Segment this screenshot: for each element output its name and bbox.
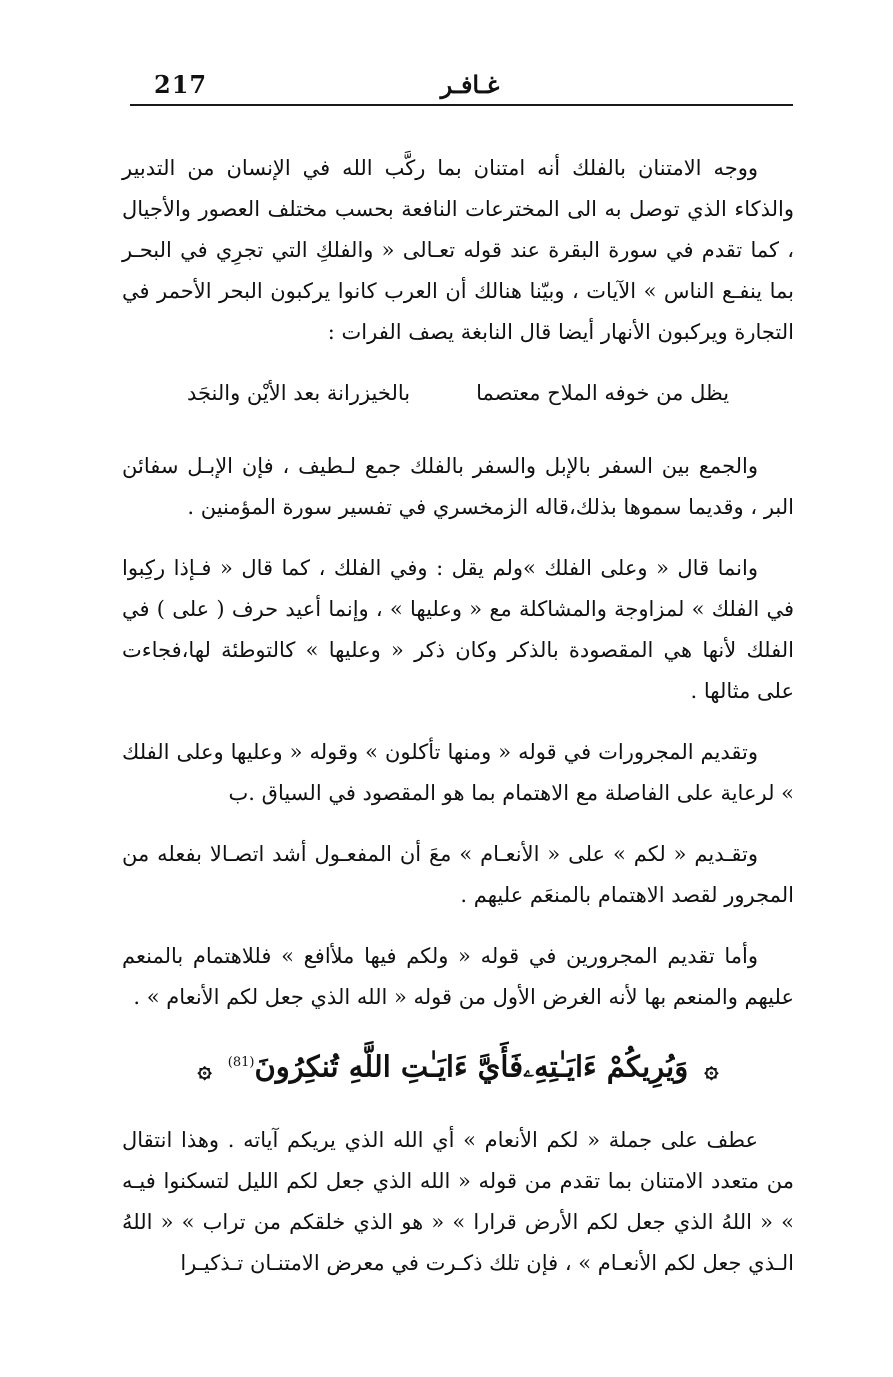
paragraph: والجمع بين السفر بالإبل والسفر بالفلك جمع لـطيف ، فإن الإبـل سفائن البر ، وقديما سموها بذلك،قاله الزمخسري في تفسير سورة المؤمنين . xyxy=(122,454,794,519)
verse-ornament-icon: ۞ xyxy=(197,1053,212,1083)
quran-verse-text: وَيُرِيكُمْ ءَايَـٰتِهِۦفَأَيَّ ءَايَـٰتِ اللَّهِ تُنكِرُونَ xyxy=(254,1049,689,1084)
surah-name: غـافـر xyxy=(440,70,500,99)
footnote-marker: (81) xyxy=(227,1055,255,1070)
paragraph: وأما تقديم المجرورين في قوله « ولكم فيها ملأافع » فللاهتمام بالمنعم عليهم والمنعم بها لأنه الغرض الأول من قوله « الله الذي جعل لكم الأنعام » . xyxy=(122,944,794,1009)
paragraph: ووجه الامتنان بالفلك أنه امتنان بما ركَّب الله في الإنسان من التدبير والذكاء الذي توصل به الى المخترعات النافعة بحسب مختلف العصور والأجيال ، كما تقدم في سورة البقرة عند قوله تعـالى « والفلكِ التي تجرِي في البحـر بما ينفـع الناس » الآيات ، وبيّنا هنالك أن العرب كانوا يركبون البحر الأحمر في التجارة ويركبون الأنهار أيضا قال النابغة يصف الفرات : xyxy=(122,156,794,344)
header-divider xyxy=(130,104,793,106)
verse-hemistich-second: بالخيزرانة بعد الأيْن والنجَد xyxy=(186,381,411,405)
running-header xyxy=(130,62,793,106)
poetry-verse xyxy=(122,373,794,414)
verse-ornament-icon: ۞ xyxy=(704,1053,719,1083)
page-number: 217 xyxy=(154,70,208,99)
quran-verse xyxy=(122,1038,794,1094)
paragraph: وتقـديم « لكم » على « الأنعـام » معَ أن المفعـول أشد اتصـالا بفعله من المجرور لقصد الاهتمام بالمنعَم عليهم . xyxy=(122,842,794,907)
paragraph: عطف على جملة « لكم الأنعام » أي الله الذي يريكم آياته . وهذا انتقال من متعدد الامتنان بما تقدم من قوله « الله الذي جعل لكم الليل لتسكنوا فيـه » « اللهُ الذي جعل لكم الأرض قرارا » « هو الذي خلقكم من تراب » « اللهُ الـذي جعل لكم الأنعـام » ، فإن تلك ذكـرت في معرض الامتنـان تـذكيـرا xyxy=(122,1127,794,1275)
paragraph: وتقديم المجرورات في قوله « ومنها تأكلون » وقوله « وعليها وعلى الفلك » لرعاية على الفاصلة مع الاهتمام بما هو المقصود في السياق .ب xyxy=(122,740,794,805)
verse-hemistich-first: يظل من خوفه الملاح معتصما xyxy=(476,381,730,405)
paragraph: وانما قال « وعلى الفلك »ولم يقل : وفي الفلك ، كما قال « فـإذا ركِبوا في الفلك » لمزاوجة والمشاكلة مع « وعليها » ، وإنما أعيد حرف ( على ) في الفلك لأنها هي المقصودة بالذكر وكان ذكر « وعليها » كالتوطئة لها،فجاءت على مثالها . xyxy=(122,556,794,703)
body-text xyxy=(122,148,794,1304)
